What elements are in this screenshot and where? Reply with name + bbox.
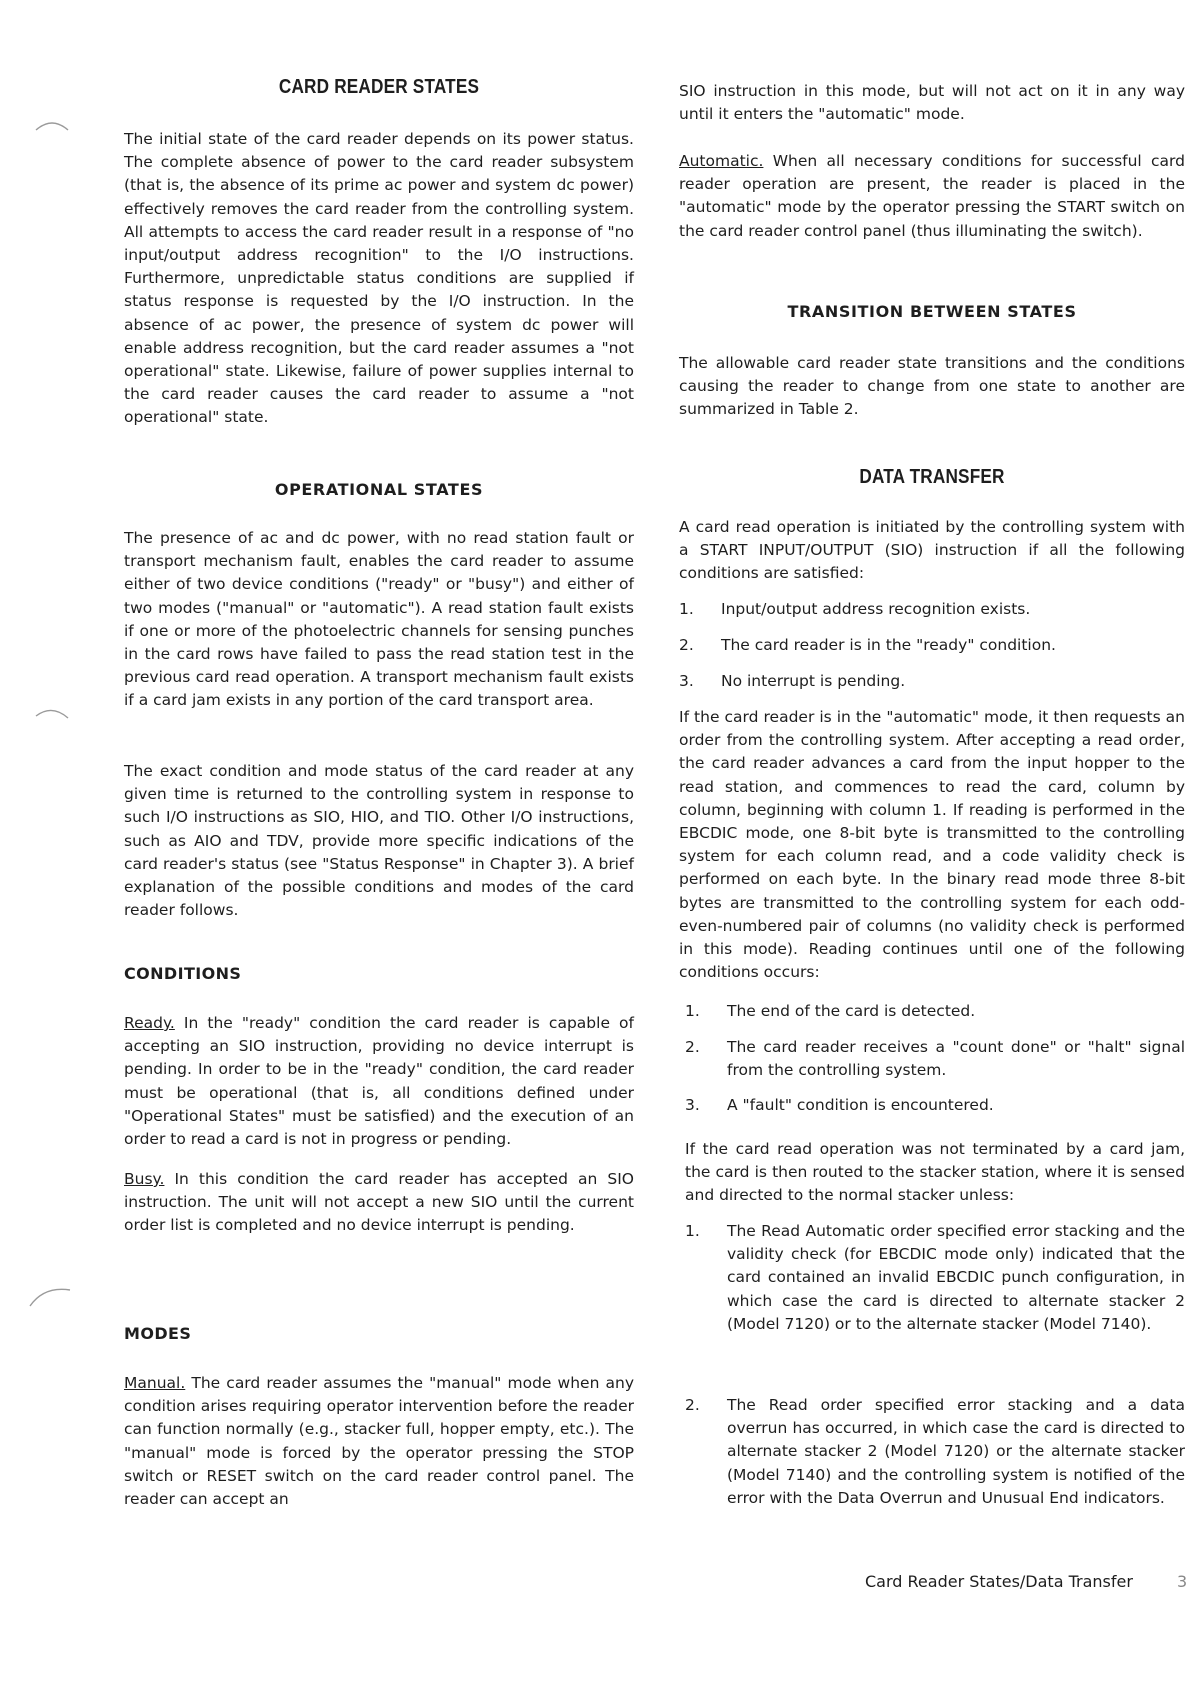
ready-text: In the "ready" condition the card reader is capable of accepting an SIO instruction, providing no device interrupt is pending. In order to be in the "ready" condition, the card reader must be operational (that is, all conditions defined under "Operational States" must be satisfied) and the execution of an order to read a card is not in progress or pending. [124,1014,634,1149]
automatic-text: When all necessary conditions for successful card reader operation are present, the reader is placed in the "automatic" mode by the operator pressing the START switch on the card reader control panel (thus illuminating the switch). [679,152,1185,240]
list-text: A "fault" condition is encountered. [727,1096,994,1114]
list-item [685,1036,1185,1082]
manual-continued-paragraph: SIO instruction in this mode, but will not act on it in any way until it enters the "automatic" mode. [679,82,1185,124]
list-number: 2. [685,1038,700,1056]
ready-paragraph [124,1012,634,1151]
list-text: The card reader receives a "count done" or "halt" signal from the controlling system. [727,1038,1185,1080]
manual-lead-in: Manual. [124,1374,186,1392]
manual-text: The card reader assumes the "manual" mode when any condition arises requiring operator intervention before the reader can function normally (e.g., stacker full, hopper empty, etc.). The "manual" mode is forced by the operator pressing the STOP switch or RESET switch on the card reader control panel. The reader can accept an [124,1374,634,1509]
list-item [685,1220,1185,1336]
subsection-title-transition: TRANSITION BETWEEN STATES [787,302,1077,321]
list-number: 1. [685,1222,700,1240]
power-status-paragraph: The initial state of the card reader depends on its power status. The complete absence of power to the card reader subsystem (that is, the absence of its prime ac power and system dc power) effectively removes the card reader from the controlling system. All attempts to access the card reader result in a response of "no input/output address recognition" to the I/O instructions. Furthermore, unpredictable status conditions are supplied if status response is requested by the I/O instruction. In the absence of ac power, the presence of system dc power will enable address recognition, but the card reader assumes a "not operational" state. Likewise, failure of power supplies internal to the card reader causes the card reader to assume a "not operational" state. [124,130,634,427]
list-text: The Read Automatic order specified error stacking and the validity check (for EBCDIC mode only) indicated that the card contained an invalid EBCDIC punch configuration, in which case the card is directed to alternate stacker 2 (Model 7120) or to the alternate stacker (Model 7140). [727,1222,1185,1333]
transition-paragraph: The allowable card reader state transitions and the conditions causing the reader to change from one state to another are summarized in Table 2. [679,354,1185,419]
list-number: 3. [685,1096,700,1114]
list-item [679,598,1185,621]
list-item [679,634,1185,657]
page-footer: Card Reader States/Data Transfer [865,1572,1133,1591]
list-text: No interrupt is pending. [721,672,906,690]
read-operation-paragraph: If the card reader is in the "automatic" mode, it then requests an order from the controlling system. After accepting a read order, the card reader advances a card from the input hopper to the read station, and commences to read the card, column by column, beginning with column 1. If reading is performed in the EBCDIC mode, one 8-bit byte is transmitted to the controlling system for each column read, and a code validity check is performed on each byte. In the binary read mode three 8-bit bytes are transmitted to the controlling system for each odd-even-numbered pair of columns (no validity check is performed in this mode). Reading continues until one of the following conditions occurs: [679,708,1185,982]
ready-lead-in: Ready. [124,1014,175,1032]
list-number: 2. [679,636,694,654]
modes-heading: MODES [124,1324,192,1343]
list-text: The card reader is in the "ready" condition. [721,636,1056,654]
subsection-title-operational-states: OPERATIONAL STATES [274,480,484,499]
scan-mark [0,1276,90,1316]
list-text: Input/output address recognition exists. [721,600,1031,618]
list-item [685,1394,1185,1510]
automatic-lead-in: Automatic. [679,152,764,170]
list-item [679,670,1185,693]
busy-text: In this condition the card reader has accepted an SIO instruction. The unit will not accept a new SIO until the current order list is completed and no device interrupt is pending. [124,1170,634,1235]
list-text: The end of the card is detected. [727,1002,976,1020]
list-number: 1. [679,600,694,618]
section-title-data-transfer: DATA TRANSFER [859,466,1005,488]
scan-mark [0,696,90,736]
list-number: 3. [679,672,694,690]
stacker-paragraph: If the card read operation was not terminated by a card jam, the card is then routed to the stacker station, where it is sensed and directed to the normal stacker unless: [685,1140,1185,1205]
busy-lead-in: Busy. [124,1170,165,1188]
manual-paragraph [124,1372,634,1511]
automatic-paragraph [679,150,1185,243]
page-number-fragment: 3 [1177,1572,1188,1591]
list-number: 1. [685,1002,700,1020]
conditions-heading: CONDITIONS [124,964,242,983]
section-title-card-reader-states: CARD READER STATES [278,76,480,98]
scan-mark [0,112,90,152]
list-item [685,1094,1185,1117]
list-item [685,1000,1185,1023]
list-number: 2. [685,1396,700,1414]
list-text: The Read order specified error stacking and a data overrun has occurred, in which case the card is directed to alternate stacker 2 (Model 7120) or the alternate stacker (Model 7140) and the controlling system is notified of the error with the Data Overrun and Unusual End indicators. [727,1396,1185,1507]
busy-paragraph [124,1168,634,1238]
data-transfer-intro: A card read operation is initiated by the controlling system with a START INPUT/OUTPUT (SIO) instruction if all the following conditions are satisfied: [679,518,1185,583]
operational-states-paragraph: The presence of ac and dc power, with no read station fault or transport mechanism fault, enables the card reader to assume either of two device conditions ("ready" or "busy") and either of two modes ("manual" or "automatic"). A read station fault exists if one or more of the photoelectric channels for sensing punches in the card rows have failed to pass the read station test in the previous card read operation. A transport mechanism fault exists if a card jam exists in any portion of the card transport area. [124,529,634,710]
condition-mode-paragraph: The exact condition and mode status of the card reader at any given time is returned to the controlling system in response to such I/O instructions as SIO, HIO, and TIO. Other I/O instructions, such as AIO and TDV, provide more specific indications of the card reader's status (see "Status Response" in Chapter 3). A brief explanation of the possible conditions and modes of the card reader follows. [124,762,634,920]
